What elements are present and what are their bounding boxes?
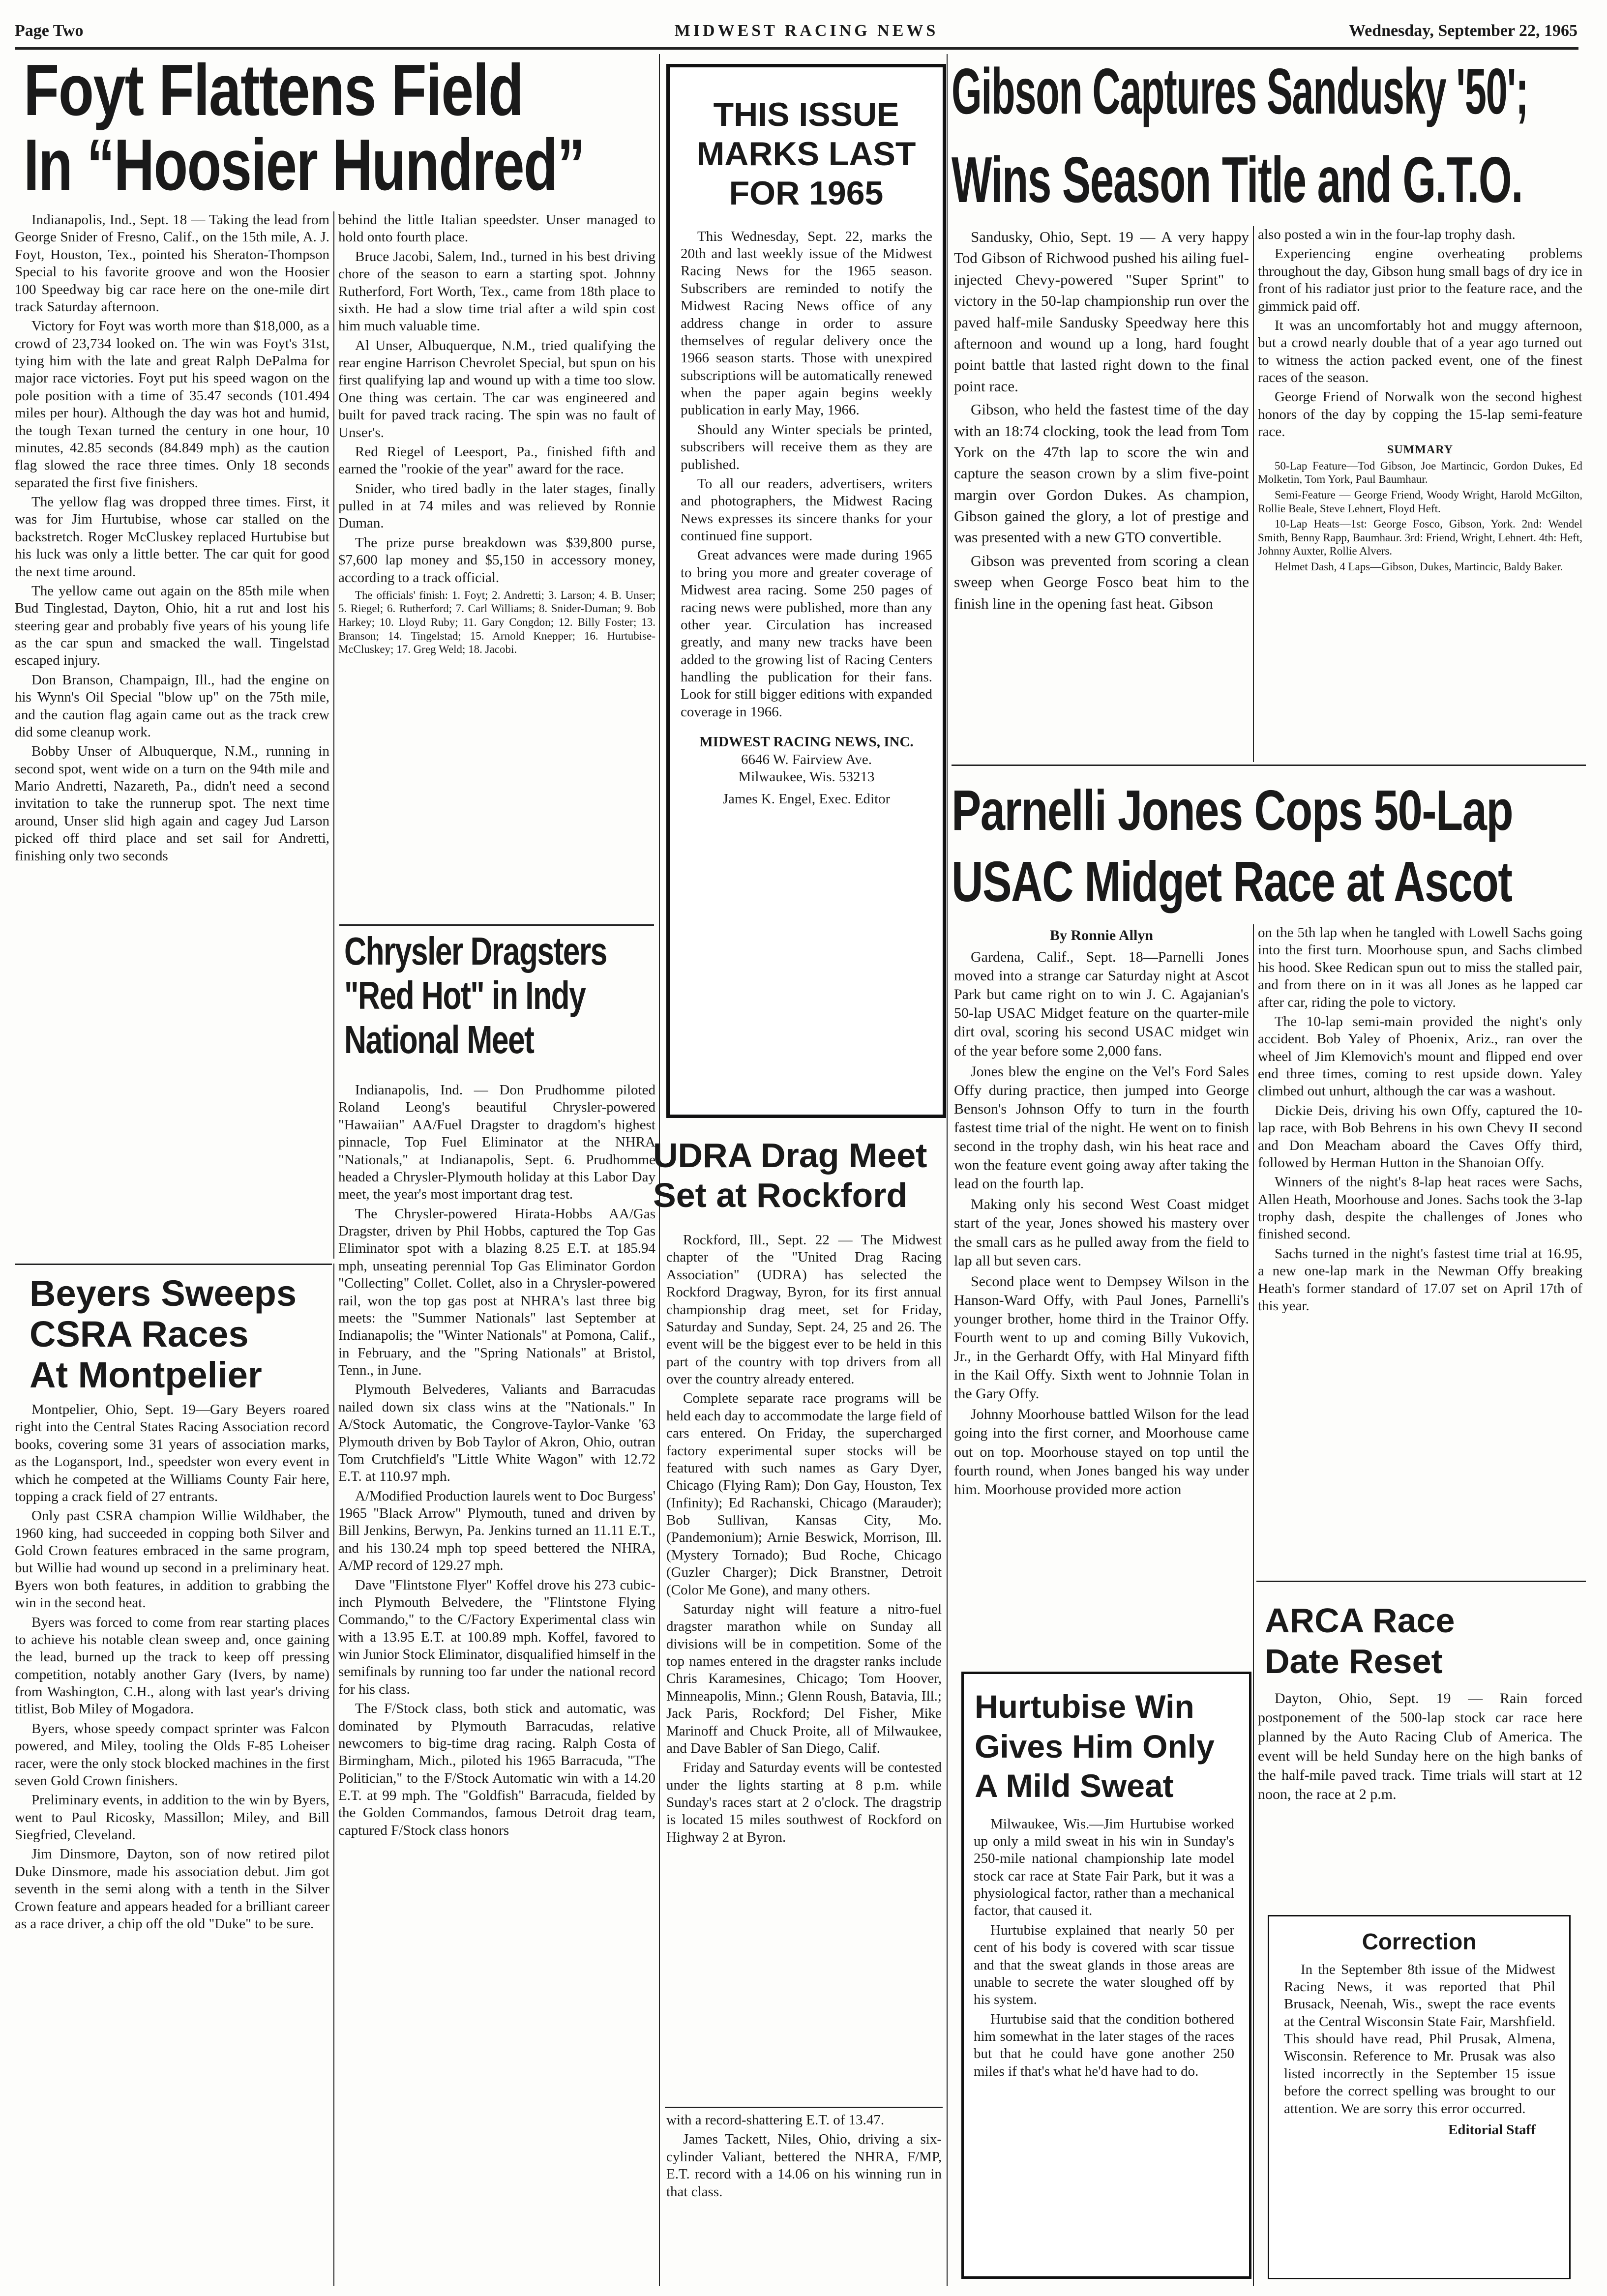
chrysler-paragraph: The F/Stock class, both stick and automatic, was dominated by Plymouth Barracudas, relative newcomers to big-time drag racing. Ralph Costa of Birmingham, Mich., piloted his 1965 Barracuda, "The Politician," to the F/Stock Automatic win with a 14.20 E.T. at 99 mph. The "Goldfish" Barracuda, fielded by the Golden Commandos, famous Detroit drag team, captured F/Stock class honors (338, 1701, 655, 1838)
gibson-summary-item: Semi-Feature — George Friend, Woody Wright, Harold McGilton, Rollie Beale, Steve Lehnert, Floyd Heft. (1258, 488, 1582, 515)
notice-headline-line: FOR 1965 (729, 175, 884, 212)
section-rule (665, 2107, 943, 2108)
udra-headline (648, 1136, 953, 1215)
foyt-column-1 (15, 211, 329, 1234)
beyers-paragraph: Only past CSRA champion Willie Wildhaber, the 1960 king, had succeeded in copping both Silver and Gold Crown features embraced in the same program, but Willie had wound up second in a preliminary heat. Byers won both features, in addition to grabbing the win in the second heat. (15, 1508, 329, 1611)
chrysler-headline (344, 929, 659, 1079)
notice-body (681, 228, 932, 808)
beyers-headline-line: At Montpelier (30, 1354, 262, 1395)
beyers-headline-line: CSRA Races (30, 1313, 249, 1354)
parnelli-paragraph: Second place went to Dempsey Wilson in the Hanson-Ward Offy, with Paul Jones, Parnelli's younger brother, home third in the Trainor Offy. Fourth went to up and coming Billy Vukovich, Jr., in the Gerhardt Offy, with Hal Minyard fifth in the Kail Offy. Sixth went to Johnnie Tolan in the Gary Offy. (954, 1273, 1249, 1402)
foyt-headline-2-wrap (24, 124, 663, 206)
page-number: Page Two (15, 22, 84, 40)
gibson-headline-2: Wins Season Title and G.T.O. (952, 144, 1523, 216)
udra-headline-line: UDRA Drag Meet (653, 1136, 927, 1175)
udra-paragraph: Friday and Saturday events will be contested under the lights starting at 8 p.m. while Sunday's races start at 2 o'clock. The dragstrip is located 15 miles southwest of Rockford on Highway 2 at Byron. (666, 1760, 942, 1845)
gibson-summary-item: 50-Lap Feature—Tod Gibson, Joe Martincic, Gordon Dukes, Ed Molketin, Tom York, Paul Baumhaur. (1258, 459, 1582, 486)
gibson-paragraph: Gibson was prevented from scoring a clean sweep when George Fosco beat him to the finish line in the opening fast heat. Gibson (954, 552, 1249, 612)
chrysler-paragraph: Dave "Flintstone Flyer" Koffel drove his 273 cubic-inch Plymouth Belvedere, the "Flintstone Flying Commando," to the C/Factory Experimental class win with a 13.95 E.T. at 100.89 mph. Koffel, favored to win Junior Stock Eliminator, disqualified himself in the semifinals by running too far under the national record for his class. (338, 1577, 655, 1697)
section-rule (339, 924, 654, 926)
foyt-paragraph: behind the little Italian speedster. Unser managed to hold onto fourth place. (338, 212, 655, 245)
arca-headline-line: ARCA Race (1265, 1601, 1455, 1640)
chrysler-headline-line: National Meet (344, 1018, 534, 1061)
notice-paragraph: To all our readers, advertisers, writers and photographers, the Midwest Racing News expresses its sincere thanks for your continued fine support. (681, 475, 932, 544)
foyt-paragraph: Bruce Jacobi, Salem, Ind., turned in his best driving chore of the season to earn a starting spot. Johnny Rutherford, Fort Worth, Tex., came from 18th place to sixth. He had a slow time trial after a wild spin cost him much valuable time. (338, 248, 655, 334)
parnelli-paragraph: on the 5th lap when he tangled with Lowell Sachs going into the first turn. Moorhouse spun, and Sachs climbed his hood. Skee Redican spun out to miss the stalled pair, and from there on in it was all Jones as he lapped car after car, riding the pole to victory. (1258, 925, 1582, 1010)
notice-paragraph: This Wednesday, Sept. 22, marks the 20th and last weekly issue of the Midwest Racing News for the 1965 season. Subscribers are reminded to notify the Midwest Racing News office of any address change in order to assure themselves of regular delivery once the 1966 season starts. Those with unexpired subscriptions will be automatically renewed when the paper again begins weekly publication in early May, 1966. (681, 228, 932, 418)
parnelli-paragraph: Jones blew the engine on the Vel's Ford Sales Offy during practice, then jumped into George Benson's Johnson Offy to turn in the fourth fastest time trial of the night. He went on to finish second in the trophy dash, win his heat race and won the feature event going away after taking the lead on the fourth lap. (954, 1063, 1249, 1192)
foyt-headline-2: In “Hoosier Hundred” (24, 124, 585, 206)
foyt-paragraph: The yellow came out again on the 85th mile when Bud Tinglestad, Dayton, Ohio, hit a rut and lost his steering gear and probably five years of his young life as the car spun and smacked the wall. Tingelstad escaped injury. (15, 583, 329, 669)
beyers-paragraph: Montpelier, Ohio, Sept. 19—Gary Beyers roared right into the Central States Racing Association record books, covering some 31 years of association marks, as the Logansport, Ind., speedster won every event in which he competed at the Williams County Fair here, topping a crack field of 27 entrants. (15, 1402, 329, 1504)
correction-paragraph: In the September 8th issue of the Midwest Racing News, it was reported that Phil Brusack, Neenah, Wis., swept the race events at the Central Wisconsin State Fair, Marshfield. This should have read, Phil Prusak, Almena, Wisconsin. Reference to Mr. Prusak was also listed incorrectly in the September 15 issue before the correct spelling was brought to our attention. We are sorry this error occurred. (1284, 1961, 1555, 2117)
chrysler-body (338, 1082, 655, 2286)
parnelli-paragraph: Dickie Deis, driving his own Offy, captured the 10-lap race, with Bob Behrens in his own Chevy II second and Don Meacham aboard the Caves Offy third, followed by Herman Hutton in the Shanoian Offy. (1258, 1102, 1582, 1171)
udra-paragraph: Saturday night will feature a nitro-fuel dragster marathon while on Sunday all divisions will be in competition. Some of the top names entered in the dragster ranks include Chris Karamesines, Chicago; Tom Hoover, Minneapolis, Minn.; Glenn Roush, Batavia, Ill.; Jack Paris, Rockford; Del Fisher, Mike Marinoff and Chuck Proite, all of Milwaukee, and Dave Babler of San Diego, Calif. (666, 1601, 942, 1756)
hurtubise-paragraph: Hurtubise said that the condition bothered him somewhat in the later stages of the races but that he could have gone another 250 miles if that's what he'd have had to do. (974, 2011, 1234, 2079)
gibson-column-2 (1258, 226, 1582, 760)
chrysler-paragraph: A/Modified Production laurels went to Doc Burgess' 1965 "Black Arrow" Plymouth, tuned and driven by Bill Jenkins, Berwyn, Pa. Jenkins turned an 11.11 E.T., and his 130.24 mph top speed bettered the NHRA, A/MP record of 129.27 mph. (338, 1488, 655, 1574)
hurtubise-headline-line: Hurtubise Win (975, 1688, 1194, 1725)
section-rule (952, 765, 1586, 766)
notice-company: MIDWEST RACING NEWS, INC. (699, 734, 914, 750)
foyt-paragraph: Snider, who tired badly in the later stages, finally pulled in at 74 miles and was relieved by Ronnie Duman. (338, 480, 655, 531)
foyt-headline-1: Foyt Flattens Field (24, 50, 523, 131)
parnelli-byline: By Ronnie Allyn (1049, 927, 1154, 943)
correction-box (1268, 1915, 1571, 2279)
gibson-summary-item: 10-Lap Heats—1st: George Fosco, Gibson, York. 2nd: Wendel Smith, Benny Rapp, Baumhaur. 3rd: Friend, Wright, Lehnert. 4th: Heft, Johnny Auxter, Rollie Alvers. (1258, 518, 1582, 558)
beyers-headline-line: Beyers Sweeps (30, 1273, 297, 1314)
gibson-paragraph: Sandusky, Ohio, Sept. 19 — A very happy Tod Gibson of Richwood pushed his ailing fuel-injected Chevy-powered "Super Sprint" to victory in the 50-lap championship run over the paved half-mile Sandusky Speedway here this afternoon and wound up a long, hard fought point battle that lasted right down to the final point race. (954, 228, 1249, 395)
beyers-paragraph: Byers was forced to come from rear starting places to achieve his notable clean sweep and, once gaining the lead, burned up the track to keep off pressing competition, notably another Gary (Ivers, by name) from Washington, C.H., along with last year's driving titlist, Bob Miley of Mogadora. (15, 1614, 329, 1717)
gibson-summary-item: Helmet Dash, 4 Laps—Gibson, Dukes, Martincic, Baldy Baker. (1275, 560, 1563, 573)
gibson-summary-title: SUMMARY (1387, 443, 1454, 456)
season-notice-box (666, 64, 946, 1118)
section-rule (15, 1264, 332, 1265)
hurtubise-body (974, 1816, 1234, 2081)
chrysler-continued (666, 2112, 942, 2286)
hurtubise-paragraph: Hurtubise explained that nearly 50 per cent of his body is covered with scar tissue and that the sweat glands in those areas are unable to secrete the water sloughed off by his system. (974, 1922, 1234, 2008)
chrysler-continued-paragraph: James Tackett, Niles, Ohio, driving a six-cylinder Valiant, bettered the NHRA, F/MP, E.T. record with a 14.06 on his winning run in that class. (666, 2131, 942, 2200)
chrysler-paragraph: Indianapolis, Ind. — Don Prudhomme piloted Roland Leong's beautiful Chrysler-powered "Hawaiian" AA/Fuel Dragster to dragdom's highest pinnacle, Top Fuel Eliminator at the NHRA "Nationals," at Indianapolis, Sept. 6. Prudhomme headed a Chrysler-Plymouth holiday at this Labor Day meet, the year's most important drag test. (338, 1082, 655, 1203)
hurtubise-headline-line: A Mild Sweat (975, 1767, 1174, 1804)
correction-title: Correction (1362, 1929, 1477, 1954)
arca-body (1258, 1689, 1582, 1905)
section-rule (1256, 1581, 1586, 1582)
foyt-column-2 (338, 211, 655, 924)
udra-paragraph: Complete separate race programs will be held each day to accommodate the large field of cars entered. On Friday, the supercharged factory experimental super stocks will be featured with such names as Gary Dyer, Chicago (Flying Ram); Don Gay, Houston, Tex (Infinity); Ed Rachanski, Chicago (Marauder); Bob Sullivan, Kansas City, Mo. (Pandemonium); Arnie Beswick, Morrison, Ill. (Mystery Tornado); Bud Roche, Chicago (Guzler Charger); Dick Branstner, Detroit (Color Me Gone), and many others. (666, 1390, 942, 1598)
foyt-headline-1-wrap (24, 50, 663, 131)
parnelli-paragraph: Making only his second West Coast midget start of the year, Jones showed his mastery over the small cars as he pulled away from the field to lap all but seven cars. (954, 1196, 1249, 1269)
hurtubise-headline-line: Gives Him Only (975, 1728, 1215, 1765)
foyt-paragraph: Indianapolis, Ind., Sept. 18 — Taking the lead from George Snider of Fresno, Calif., on the 15th mile, A. J. Foyt, Houston, Tex., pointed his Sheraton-Thompson Special to his favorite groove and won the Hoosier 100 Speedway big car race here on the one-mile dirt track Saturday afternoon. (15, 212, 329, 315)
parnelli-column-1 (954, 924, 1249, 1677)
gibson-headline-2-wrap (952, 144, 1596, 216)
foyt-paragraph: Red Riegel of Leesport, Pa., finished fifth and earned the "rookie of the year" award for the race. (338, 443, 655, 477)
foyt-paragraph: Don Branson, Champaign, Ill., had the engine on his Wynn's Oil Special "blow up" on the 75th mile, and the caution flag again came out as the track crew did some cleanup work. (15, 672, 329, 740)
udra-body (666, 1232, 942, 2107)
beyers-body (15, 1401, 329, 2286)
chrysler-headline-line: "Red Hot" in Indy (344, 973, 586, 1017)
notice-address-city: Milwaukee, Wis. 53213 (738, 768, 875, 785)
gibson-headline-1: Gibson Captures Sandusky '50'; (952, 55, 1528, 127)
foyt-finish-list: The officials' finish: 1. Foyt; 2. Andretti; 3. Larson; 4. B. Unser; 5. Riegel; 6. Rutherford; 7. Carl Williams; 8. Snider-Duman; 9. Bob Harkey; 10. Lloyd Ruby; 11. Gary Congdon; 12. Billy Foster; 13. Branson; 14. Tingelstad; 15. Arnold Knepper; 16. Hurtubise-McCluskey; 17. Greg Weld; 18. Jacobi. (338, 589, 655, 656)
paper-name: MIDWEST RACING NEWS (674, 22, 939, 40)
arca-headline-line: Date Reset (1265, 1642, 1443, 1680)
gibson-headline-1-wrap (952, 55, 1596, 127)
column-rule (947, 54, 948, 2286)
issue-date: Wednesday, September 22, 1965 (1348, 22, 1577, 40)
beyers-paragraph: Byers, whose speedy compact sprinter was Falcon powered, and Miley, tooling the Olds F-85 Loheiser racer, were the only stock blocked machines in the first seven Gold Crown finishers. (15, 1720, 329, 1789)
chrysler-paragraph: Plymouth Belvederes, Valiants and Barracudas nailed down six class wins at the "Nationals." In A/Stock Automatic, the Congrove-Taylor-Vanke '63 Plymouth driven by Bob Taylor of Akron, Ohio, outran Tom Crutchfield's "Little White Wagon" with 12.72 E.T. at 110.97 mph. (338, 1382, 655, 1485)
gibson-paragraph: Gibson, who held the fastest time of the day with an 18:74 clocking, took the lead from Tom York on the 47th lap to score the win and capture the season crown by a slim five-point margin over Gordon Dukes. As champion, Gibson gained the glory, a lot of prestige and was presented with a new GTO convertible. (954, 401, 1249, 546)
gibson-paragraph: Experiencing engine overheating problems throughout the day, Gibson hung small bags of dry ice in front of his radiator just prior to the feature race, and the gimmick paid off. (1258, 246, 1582, 314)
correction-body (1284, 1961, 1555, 2139)
notice-editor: James K. Engel, Exec. Editor (722, 791, 891, 807)
notice-signature (681, 734, 932, 808)
foyt-paragraph: Victory for Foyt was worth more than $18,000, as a crowd of 23,734 looked on. The win was Foyt's 31st, tying him with the late and great Ralph DePalma for major race victories. Foyt put his speed wagon on the pole position with a time of 35.47 seconds (101.494 miles per hour). Although the day was hot and humid, the tough Texan turned the century in one hour, 10 minutes, 42.85 seconds (84.849 mph) as the caution flag slowed the race three times. Only 18 seconds separated the first five finishers. (15, 318, 329, 491)
foyt-paragraph: Al Unser, Albuquerque, N.M., tried qualifying the rear engine Harrison Chevrolet Special, but spun on his first qualifying lap and wound up with a time too slow. One thing was certain. The car was engineered and built for paved track racing. The spin was no fault of Unser's. (338, 337, 655, 441)
parnelli-column-2 (1258, 924, 1582, 1576)
hurtubise-headline (975, 1687, 1249, 1806)
hurtubise-box (961, 1672, 1251, 2279)
gibson-column-1 (954, 226, 1249, 760)
parnelli-headline-1: Parnelli Jones Cops 50-Lap (952, 778, 1513, 842)
notice-paragraph: Should any Winter specials be printed, subscribers will receive them as they are published. (681, 421, 932, 472)
parnelli-paragraph: Winners of the night's 8-lap heat races were Sachs, Allen Heath, Moorhouse and Jones. Sachs took the 3-lap trophy dash, despite the challenges of Jones who finished second. (1258, 1174, 1582, 1242)
parnelli-headline-1-wrap (952, 778, 1591, 842)
beyers-paragraph: Preliminary events, in addition to the win by Byers, went to Paul Ricosky, Massillon; Miley, and Bill Siegfried, Cleveland. (15, 1792, 329, 1843)
udra-headline-line: Set at Rockford (653, 1176, 908, 1214)
column-rule (333, 211, 334, 1259)
notice-headline-line: THIS ISSUE (713, 96, 899, 133)
chrysler-continued-paragraph: with a record-shattering E.T. of 13.47. (666, 2112, 885, 2128)
parnelli-paragraph: Sachs turned in the night's fastest time trial at 16.95, a new one-lap mark in the Newman Offy breaking Heath's former standard of 17.07 set on April 17th of this year. (1258, 1245, 1582, 1314)
notice-address-street: 6646 W. Fairview Ave. (741, 751, 872, 767)
parnelli-paragraph: Gardena, Calif., Sept. 18—Parnelli Jones moved into a strange car Saturday night at Ascot Park but came right on to win J. C. Agajanian's 50-lap USAC Midget feature on the quarter-mile dirt oval, scoring his second USAC midget win of the year before some 2,000 fans. (954, 949, 1249, 1059)
foyt-paragraph: Bobby Unser of Albuquerque, N.M., running in second spot, went wide on a turn on the 94th mile and Mario Andretti, Nazareth, Pa., didn't need a second invitation to take the runnerup spot. The next time around, Unser slid high again and cagey Jud Larson picked off third place and set sail for Andretti, finishing only two seconds (15, 743, 329, 864)
parnelli-headline-2: USAC Midget Race at Ascot (952, 850, 1512, 913)
gibson-paragraph: It was an uncomfortably hot and muggy afternoon, but a crowd nearly double that of a year ago turned out to witness the action packed event, one of the finest races of the season. (1258, 317, 1582, 385)
column-rule (1253, 924, 1254, 2286)
foyt-paragraph: The prize purse breakdown was $39,800 purse, $7,600 lap money and $5,150 in accessory money, according to a track official. (338, 534, 655, 586)
arca-headline (1265, 1600, 1579, 1681)
correction-signature: Editorial Staff (1448, 2121, 1536, 2138)
chrysler-paragraph: The Chrysler-powered Hirata-Hobbs AA/Gas Dragster, driven by Phil Hobbs, captured the Top Gas Eliminator spot with a blazing 8.25 E.T. at 185.94 mph, unseating perennial Top Gas Eliminator Gordon "Collecting" Collet. Collet, also in a Chrysler-powered rail, won the top gas post at NHRA's last three big meets: the "Summer Nationals" last September at Indianapolis; the "Winter Nationals" at Pomona, Calif., in February, and the "Spring Nationals" at Bristol, Tenn., in June. (338, 1206, 655, 1378)
column-rule (333, 1264, 334, 2286)
gibson-paragraph: George Friend of Norwalk won the second highest honors of the day by copping the 15-lap semi-feature race. (1258, 389, 1582, 440)
udra-paragraph: Rockford, Ill., Sept. 22 — The Midwest chapter of the "United Drag Racing Association" (UDRA) has selected the Rockford Dragway, Byron, for its first annual championship drag meet, set for Friday, Saturday and Sunday, Sept. 24, 25 and 26. The event will be the biggest ever to be held in this part of the country with top drivers from all over the country already entered. (666, 1232, 942, 1387)
chrysler-headline-line: Chrysler Dragsters (344, 929, 607, 973)
gibson-paragraph: also posted a win in the four-lap trophy dash. (1258, 227, 1516, 242)
column-rule (1253, 226, 1254, 762)
beyers-headline (30, 1273, 334, 1396)
beyers-paragraph: Jim Dinsmore, Dayton, son of now retired pilot Duke Dinsmore, made his association debut. Jim got seventh in the semi along with a tenth in the Silver Crown feature and appears headed for a brilliant career as a race driver, a chip off the old "Duke" to be sure. (15, 1846, 329, 1932)
arca-paragraph: Dayton, Ohio, Sept. 19 — Rain forced postponement of the 500-lap stock car race here planned by the Auto Racing Club of America. The event will be held Sunday here on the high banks of the half-mile paved track. Time trials will start at 12 noon, the race at 2 p.m. (1258, 1690, 1582, 1802)
parnelli-paragraph: Johnny Moorhouse battled Wilson for the lead going into the first corner, and Moorhouse came out on top. Moorhouse stayed on top until the fourth round, when Jones banged his way under him. Moorhouse provided more action (954, 1406, 1249, 1498)
notice-headline (670, 95, 943, 213)
parnelli-headline-2-wrap (952, 850, 1591, 913)
foyt-paragraph: The yellow flag was dropped three times. First, it was for Jim Hurtubise, whose car stalled on the backstretch. Roger McCluskey replaced Hurtubise but his luck was only a little better. The car quit for good the next time around. (15, 494, 329, 580)
hurtubise-paragraph: Milwaukee, Wis.—Jim Hurtubise worked up only a mild sweat in his win in Sunday's 250-mile national championship late model stock car race at State Fair Park, but it was a physiological factor, rather than a mechanical factor, that caused it. (974, 1816, 1234, 1919)
notice-headline-line: MARKS LAST (696, 135, 916, 173)
notice-paragraph: Great advances were made during 1965 to bring you more and greater coverage of Midwest area racing. Some 250 pages of racing news were published, more than any other year. Circulation has increased greatly, and many new tracks have been added to the growing list of Racing Centers handling the publication for their fans. Look for still bigger editions with expanded coverage in 1966. (681, 547, 932, 720)
parnelli-paragraph: The 10-lap semi-main provided the night's only accident. Bob Yaley of Phoenix, Ariz., ran over the wheel of Jim Klemovich's mount and flipped end over end three times, coming to rest upside down. Yaley climbed out unhurt, although the car was a washout. (1258, 1013, 1582, 1099)
